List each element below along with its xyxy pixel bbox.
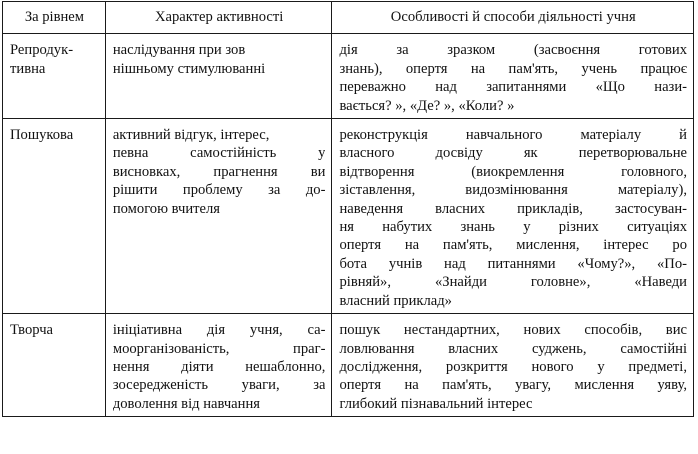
text-line: висновках, прагнення ви bbox=[112, 163, 326, 180]
text-line: рішити проблему за до- bbox=[112, 182, 326, 199]
text-line: ня набутих знань у різних ситуаціях bbox=[339, 219, 687, 236]
text-line: бота учнів над питаннями «Чому?», «По- bbox=[339, 255, 687, 272]
header-row bbox=[3, 2, 694, 34]
text-line: відтворення (виокремлення головного, bbox=[339, 163, 687, 180]
text-line: наслідування при зов bbox=[112, 42, 246, 59]
text-line: опертя на пам'ять, мислення, інтерес ро bbox=[339, 237, 687, 254]
text-line: власний приклад» bbox=[339, 292, 452, 309]
text-line: тивна bbox=[10, 60, 46, 77]
text-line: певна самостійність у bbox=[112, 145, 326, 162]
cell-level bbox=[3, 119, 106, 314]
text-line: реконструкція навчального матеріалу й bbox=[339, 127, 687, 144]
text-line: доволення від навчання bbox=[112, 395, 260, 412]
activity-levels-table bbox=[2, 1, 694, 417]
row-reproductive bbox=[3, 34, 694, 119]
text-line: зіставлення, видозмінювання матеріалу), bbox=[339, 182, 687, 199]
text-line: дослідження, розкриття нового у предметі, bbox=[339, 358, 687, 375]
text-line: дія за зразком (засвоєння готових bbox=[339, 42, 687, 59]
cell-level bbox=[3, 314, 106, 417]
cell-features bbox=[332, 314, 694, 417]
text-line: Творча bbox=[10, 322, 54, 339]
text-line: вається? », «Де? », «Коли? » bbox=[339, 97, 515, 114]
header-level: За рівнем bbox=[3, 2, 106, 34]
text-line: наведення власних прикладів, застосуван- bbox=[339, 200, 687, 217]
table-header bbox=[3, 2, 694, 34]
header-character: Характер активності bbox=[105, 2, 332, 34]
text-line: переважно над запитаннями «Що нази- bbox=[339, 79, 687, 96]
row-search bbox=[3, 119, 694, 314]
text-line: нішньому стимулюванні bbox=[112, 60, 266, 77]
text-line: глибокий пізнавальний інтерес bbox=[339, 395, 533, 412]
text-line: рівняй», «Знайди головне», «Наведи bbox=[339, 274, 687, 291]
row-creative bbox=[3, 314, 694, 417]
text-line: ініціативна дія учня, са- bbox=[112, 322, 326, 339]
cell-character bbox=[105, 119, 332, 314]
cell-level bbox=[3, 34, 106, 119]
text-line: знань), опертя на пам'ять, учень працює bbox=[339, 60, 687, 77]
text-line: активний відгук, інтерес, bbox=[112, 127, 270, 144]
cell-character bbox=[105, 34, 332, 119]
text-line: Пошукова bbox=[10, 127, 74, 144]
text-line: моорганізованість, праг- bbox=[112, 340, 326, 357]
text-line: пошук нестандартних, нових способів, вис bbox=[339, 322, 687, 339]
header-features: Особливості й способи діяльності учня bbox=[332, 2, 694, 34]
text-line: помогою вчителя bbox=[112, 200, 220, 217]
text-line: нення діяти нешаблонно, bbox=[112, 358, 326, 375]
cell-character bbox=[105, 314, 332, 417]
cell-features bbox=[332, 119, 694, 314]
text-line: ловлювання власних суджень, самостійні bbox=[339, 340, 687, 357]
text-line: опертя на пам'ять, увагу, мислення уяву, bbox=[339, 377, 687, 394]
text-line: Репродук- bbox=[10, 42, 74, 59]
cell-features bbox=[332, 34, 694, 119]
text-line: зосередженість уваги, за bbox=[112, 377, 326, 394]
text-line: власного досвіду як перетворювальне bbox=[339, 145, 687, 162]
